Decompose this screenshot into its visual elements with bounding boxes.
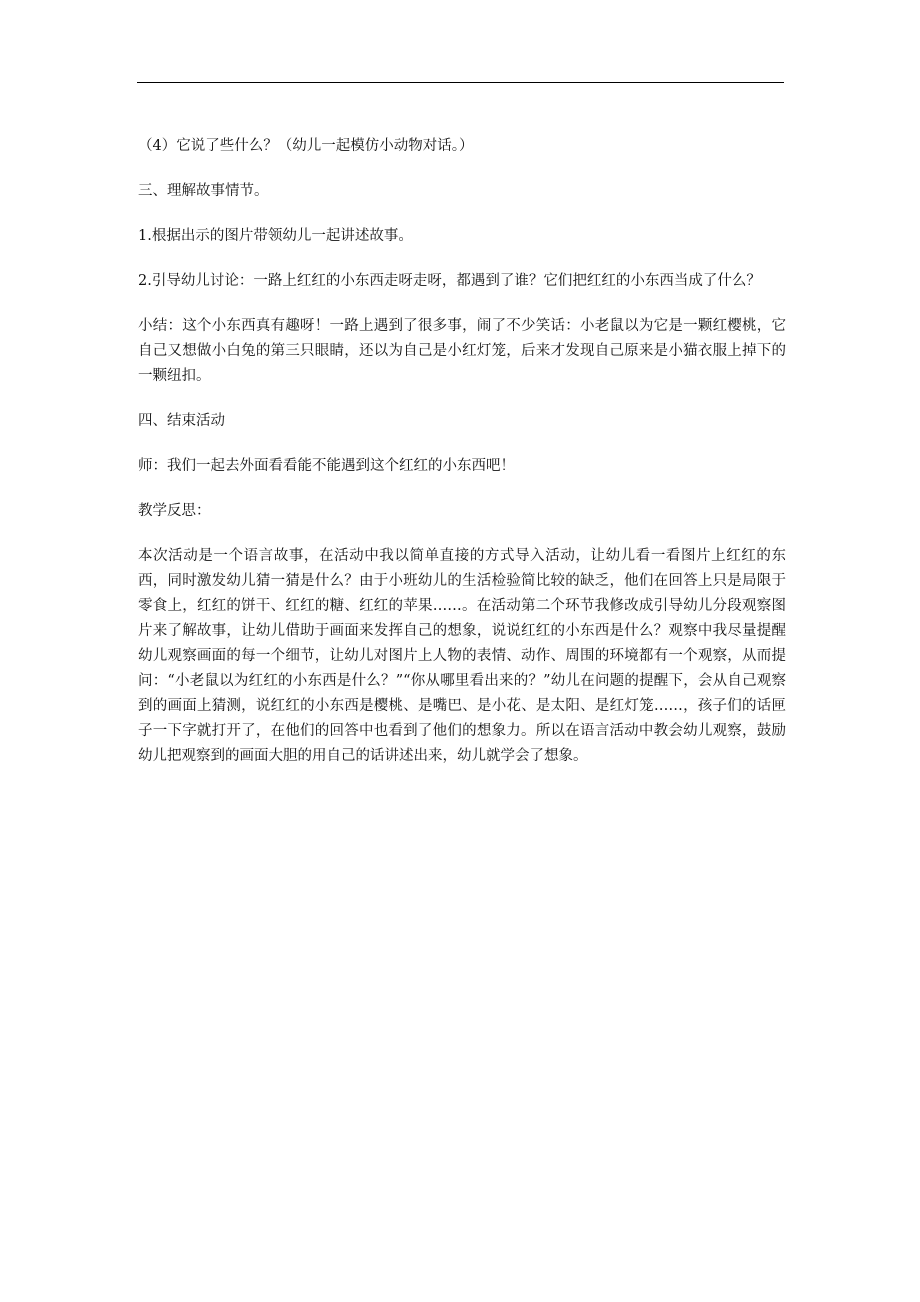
section-heading-understand-story: 三、理解故事情节。 [138,183,269,199]
paragraph-step-2: 2.引导幼儿讨论：一路上红红的小东西走呀走呀，都遇到了谁？它们把红红的小东西当成了什么？ [138,273,761,289]
paragraph-reflection: 本次活动是一个语言故事，在活动中我以简单直接的方式导入活动，让幼儿看一看图片上红红的东西，同时激发幼儿猜一猜是什么？由于小班幼儿的生活检验简比较的缺乏，他们在回答上只是局限于零食上，红红的饼干、红红的糖、红红的苹果……。在活动第二个环节我修改成引导幼儿分段观察图片来了解故事，让幼儿借助于画面来发挥自己的想象，说说红红的小东西是什么？观察中我尽量提醒幼儿观察画面的每一个细节，让幼儿对图片上人物的表情、动作、周围的环境都有一个观察，从而提问：“小老鼠以为红红的小东西是什么？”“你从哪里看出来的？”幼儿在问题的提醒下，会从自己观察到的画面上猜测，说红红的小东西是樱桃、是嘴巴、是小花、是太阳、是红灯笼……，孩子们的话匣子一下字就打开了，在他们的回答中也看到了他们的想象力。所以在语言活动中教会幼儿观察，鼓励幼儿把观察到的画面大胆的用自己的话讲述出来，幼儿就学会了想象。 [138,548,786,764]
paragraph-question-4: （4）它说了些什么？（幼儿一起模仿小动物对话。） [138,138,474,154]
header-divider [137,82,784,83]
section-heading-end-activity: 四、结束活动 [138,413,225,429]
document-body [138,134,786,789]
paragraph-summary: 小结：这个小东西真有趣呀！一路上遇到了很多事，闹了不少笑话：小老鼠以为它是一颗红樱桃，它自己又想做小白兔的第三只眼睛，还以为自己是小红灯笼，后来才发现自己原来是小猫衣服上掉下的一颗纽扣。 [138,318,786,384]
paragraph-teacher-line: 师：我们一起去外面看看能不能遇到这个红红的小东西吧！ [138,458,515,474]
section-heading-teaching-reflection: 教学反思： [138,503,211,519]
paragraph-step-1: 1.根据出示的图片带领幼儿一起讲述故事。 [138,228,413,244]
